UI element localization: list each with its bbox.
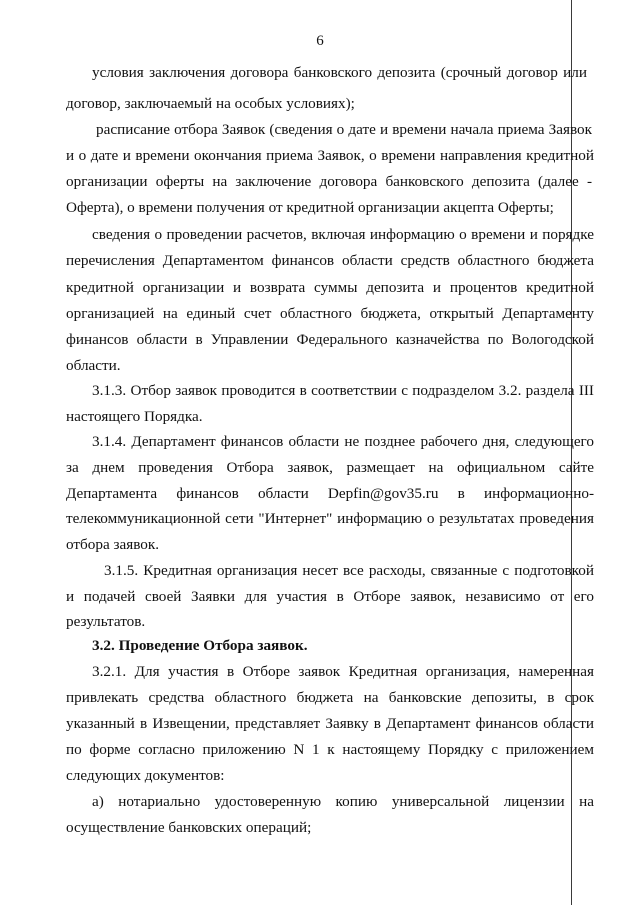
text-line: Оферта), о времени получения от кредитной организации акцепта Оферты; bbox=[66, 199, 554, 216]
text-line: 3.2.1. Для участия в Отборе заявок Кредитная организация, намеренная bbox=[92, 663, 594, 680]
text-line: телекоммуникационной сети "Интернет" информацию о результатах проведения bbox=[66, 510, 594, 527]
text-line: и о дате и времени окончания приема Заявок, о времени направления кредитной bbox=[66, 147, 594, 164]
text-line: результатов. bbox=[66, 613, 146, 630]
section-heading: 3.2. Проведение Отбора заявок. bbox=[92, 637, 308, 654]
text-line: отбора заявок. bbox=[66, 536, 160, 553]
text-line: Департамента финансов области Depfin@gov35.ru в информационно- bbox=[66, 485, 594, 502]
text-line: организации оферты на заключение договора банковского депозита (далее - bbox=[66, 173, 592, 190]
text-line: 3.1.4. Департамент финансов области не позднее рабочего дня, следующего bbox=[92, 433, 594, 450]
text-line: осуществление банковских операций; bbox=[66, 819, 312, 836]
text-line: и подачей своей Заявки для участия в Отборе заявок, независимо от его bbox=[66, 588, 594, 605]
text-line: организацией на единый счет областного бюджета, открытый Департаменту bbox=[66, 305, 594, 322]
text-line: по форме согласно приложению N 1 к настоящему Порядку с приложением bbox=[66, 741, 594, 758]
text-line: 3.1.5. Кредитная организация несет все расходы, связанные с подготовкой bbox=[104, 562, 594, 579]
text-line: за днем проведения Отбора заявок, размещает на официальном сайте bbox=[66, 459, 594, 476]
text-line: кредитной организации и возврата суммы депозита и процентов кредитной bbox=[66, 279, 594, 296]
text-line: сведения о проведении расчетов, включая информацию о времени и порядке bbox=[92, 226, 594, 243]
text-line: расписание отбора Заявок (сведения о дате и времени начала приема Заявок bbox=[96, 121, 592, 138]
text-line: финансов области в Управлении Федерального казначейства по Вологодской bbox=[66, 331, 594, 348]
text-line: договор, заключаемый на особых условиях); bbox=[66, 95, 355, 112]
text-line: а) нотариально удостоверенную копию универсальной лицензии на bbox=[92, 793, 594, 810]
text-line: перечисления Департаментом финансов области средств областного бюджета bbox=[66, 252, 594, 269]
text-line: привлекать средства областного бюджета на банковские депозиты, в срок bbox=[66, 689, 594, 706]
text-line: области. bbox=[66, 357, 121, 374]
text-line: условия заключения договора банковского депозита (срочный договор или bbox=[92, 64, 587, 81]
page-number: 6 bbox=[316, 33, 324, 49]
text-line: настоящего Порядка. bbox=[66, 408, 203, 425]
text-line: указанный в Извещении, представляет Заявку в Департамент финансов области bbox=[66, 715, 594, 732]
text-line: 3.1.3. Отбор заявок проводится в соответствии с подразделом 3.2. раздела III bbox=[92, 382, 594, 399]
text-line: следующих документов: bbox=[66, 767, 225, 784]
